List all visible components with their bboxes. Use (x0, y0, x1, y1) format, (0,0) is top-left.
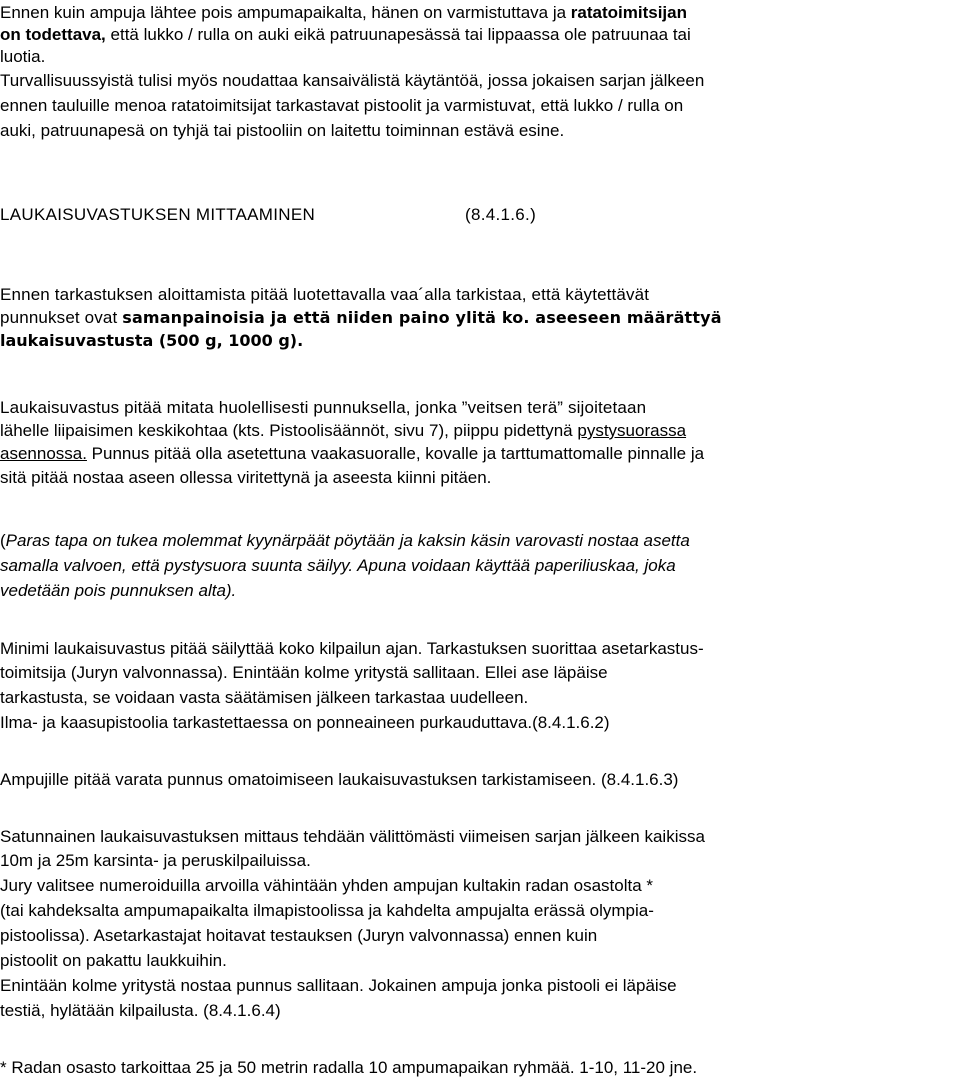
italic-text-line: samalla valvoen, että pystysuora suunta säilyy. Apuna voidaan käyttää paperiliuskaa, joka (0, 556, 676, 575)
text-line: on todettava, että lukko / rulla on auki eikä patruunapesässä tai lippaassa ole patruunaa tai (0, 25, 691, 44)
text-line (0, 330, 303, 352)
text-line: (Paras tapa on tukea molemmat kyynärpäät pöytään ja kaksin käsin varovasti nostaa asetta (0, 531, 690, 550)
text-line: auki, patruunapesä on tyhjä tai pistooliin on laitettu toiminnan estävä esine. (0, 121, 565, 140)
text-line: (tai kahdeksalta ampumapaikalta ilmapistoolissa ja kahdelta ampujalta erässä olympia- (0, 901, 654, 920)
text-line: pistoolissa). Asetarkastajat hoitavat testauksen (Juryn valvonnassa) ennen kuin (0, 926, 598, 945)
footnote: * Radan osasto tarkoittaa 25 ja 50 metrin radalla 10 ampumapaikan ryhmää. 1-10, 11-20 jne. (0, 1058, 698, 1077)
text-line: pistoolit on pakattu laukkuihin. (0, 951, 227, 970)
text-line: ennen tauluille menoa ratatoimitsijat tarkastavat pistoolit ja varmistuvat, että lukko / rulla on (0, 96, 684, 115)
text-line: Minimi laukaisuvastus pitää säilyttää koko kilpailun ajan. Tarkastuksen suorittaa asetarkastus- (0, 639, 704, 658)
underlined-text: asennossa. (0, 444, 87, 463)
underlined-text: pystysuorassa (577, 421, 687, 440)
text-line: toimitsija (Juryn valvonnassa). Enintään kolme yritystä sallitaan. Ellei ase läpäise (0, 663, 608, 682)
text-line: Ennen kuin ampuja lähtee pois ampumapaikalta, hänen on varmistuttava ja ratatoimitsijan (0, 3, 687, 22)
text-line: tarkastusta, se voidaan vasta säätämisen jälkeen tarkastaa uudelleen. (0, 688, 529, 707)
text-line: punnukset ovat samanpainoisia ja että niiden paino ylitä ko. aseeseen määrättyä (0, 308, 722, 327)
text-line: Laukaisuvastus pitää mitata huolellisesti punnuksella, jonka ”veitsen terä” sijoitetaan (0, 398, 647, 417)
bold-text: ratatoimitsijan (570, 3, 687, 22)
text-line: 10m ja 25m karsinta- ja peruskilpailuissa. (0, 851, 311, 870)
text-line: lähelle liipaisimen keskikohtaa (kts. Pistoolisäännöt, sivu 7), piippu pidettynä pystysuorassa (0, 421, 687, 440)
heading-reference: (8.4.1.6.) (465, 205, 537, 224)
text-line: Turvallisuussyistä tulisi myös noudattaa kansaivälistä käytäntöä, jossa jokaisen sarjan jälkeen (0, 71, 705, 90)
text-line: asennossa. Punnus pitää olla asetettuna vaakasuoralle, kovalle ja tarttumattomalle pinnalle ja (0, 444, 705, 463)
bold-text: laukaisuvastusta (500 g, 1000 g). (0, 331, 304, 350)
bold-text: on todettava, (0, 25, 106, 44)
text-line: Enintään kolme yritystä nostaa punnus sallitaan. Jokainen ampuja jonka pistooli ei läpäise (0, 976, 677, 995)
text-line: Ampujille pitää varata punnus omatoimiseen laukaisuvastuksen tarkistamiseen. (8.4.1.6.3) (0, 770, 679, 789)
text-line: sitä pitää nostaa aseen ollessa viritettynä ja aseesta kiinni pitäen. (0, 468, 492, 487)
italic-text: Paras tapa on tukea molemmat kyynärpäät pöytään ja kaksin käsin varovasti nostaa asetta (5, 531, 690, 550)
text-line: Ilma- ja kaasupistoolia tarkastettaessa on ponneaineen purkauduttava.(8.4.1.6.2) (0, 713, 610, 732)
text-line: luotia. (0, 47, 46, 66)
italic-text-line: vedetään pois punnuksen alta). (0, 581, 237, 600)
heading-title: LAUKAISUVASTUKSEN MITTAAMINEN (0, 205, 316, 224)
text-line: testiä, hylätään kilpailusta. (8.4.1.6.4) (0, 1001, 281, 1020)
section-heading (0, 204, 536, 226)
text-line: Jury valitsee numeroiduilla arvoilla vähintään yhden ampujan kultakin radan osastolta * (0, 876, 653, 895)
text-line: Satunnainen laukaisuvastuksen mittaus tehdään välittömästi viimeisen sarjan jälkeen kaikissa (0, 827, 705, 846)
bold-text: samanpainoisia ja että niiden paino ylitä ko. aseeseen määrättyä (122, 308, 722, 327)
text-line: Ennen tarkastuksen aloittamista pitää luotettavalla vaa´alla tarkistaa, että käytettävät (0, 285, 650, 304)
